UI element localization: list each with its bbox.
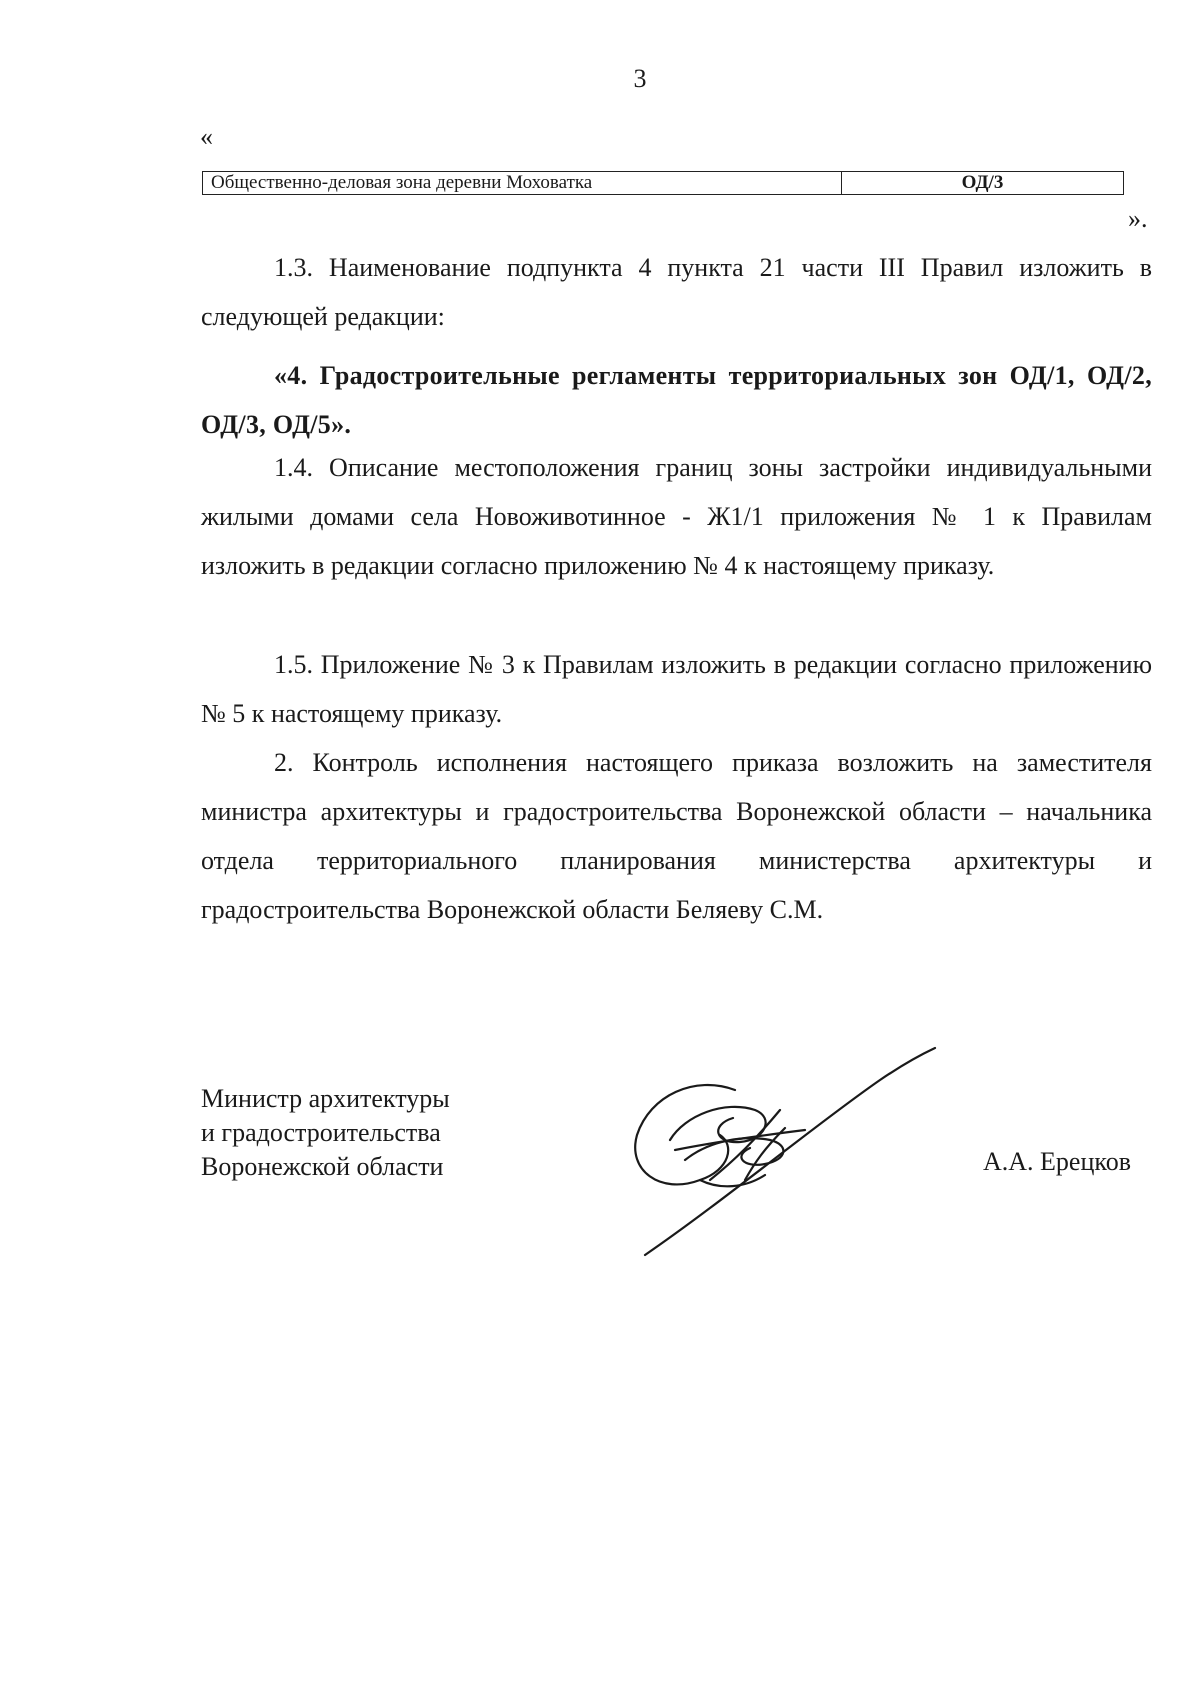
paragraph-text: 1.4. Описание местоположения границ зоны застройки индивидуальными жилыми домами села Новоживотинное - Ж1/1 приложения № 1 к Правилам изложить в редакции согласно приложению № 4 к настоящему приказу. bbox=[201, 453, 1152, 580]
zone-name-cell: Общественно-деловая зона деревни Моховатка bbox=[203, 172, 842, 195]
signatory-title bbox=[201, 1082, 450, 1184]
signatory-title-line: и градостроительства bbox=[201, 1118, 441, 1147]
opening-quote-mark: « bbox=[200, 122, 213, 151]
paragraph-1-3 bbox=[201, 243, 1152, 341]
paragraph-1-5 bbox=[201, 640, 1152, 738]
paragraph-text: 2. Контроль исполнения настоящего приказа возложить на заместителя министра архитектуры и градостроительства Воронежской области – начальника отдела территориального планирования министерства архитектуры и градостроительства Воронежской области Беляеву С.М. bbox=[201, 748, 1152, 924]
handwritten-signature bbox=[615, 1030, 955, 1260]
signatory-name: А.А. Ерецков bbox=[983, 1147, 1131, 1176]
table-row bbox=[203, 172, 1124, 195]
paragraph-regulations-heading bbox=[201, 351, 1152, 449]
zone-table bbox=[202, 171, 1124, 195]
signatory-title-line: Министр архитектуры bbox=[201, 1084, 450, 1113]
zone-code-cell: ОД/3 bbox=[842, 172, 1124, 195]
page-number: 3 bbox=[633, 64, 647, 93]
paragraph-text: 1.5. Приложение № 3 к Правилам изложить в редакции согласно приложению № 5 к настоящему приказу. bbox=[201, 650, 1152, 728]
paragraph-text: 1.3. Наименование подпункта 4 пункта 21 части III Правил изложить в следующей редакции: bbox=[201, 253, 1152, 331]
paragraph-1-4 bbox=[201, 443, 1152, 590]
paragraph-text: «4. Градостроительные регламенты территориальных зон ОД/1, ОД/2, ОД/3, ОД/5». bbox=[201, 361, 1152, 439]
signatory-title-line: Воронежской области bbox=[201, 1152, 444, 1181]
closing-quote-mark: ». bbox=[1128, 204, 1148, 233]
paragraph-2 bbox=[201, 738, 1152, 934]
